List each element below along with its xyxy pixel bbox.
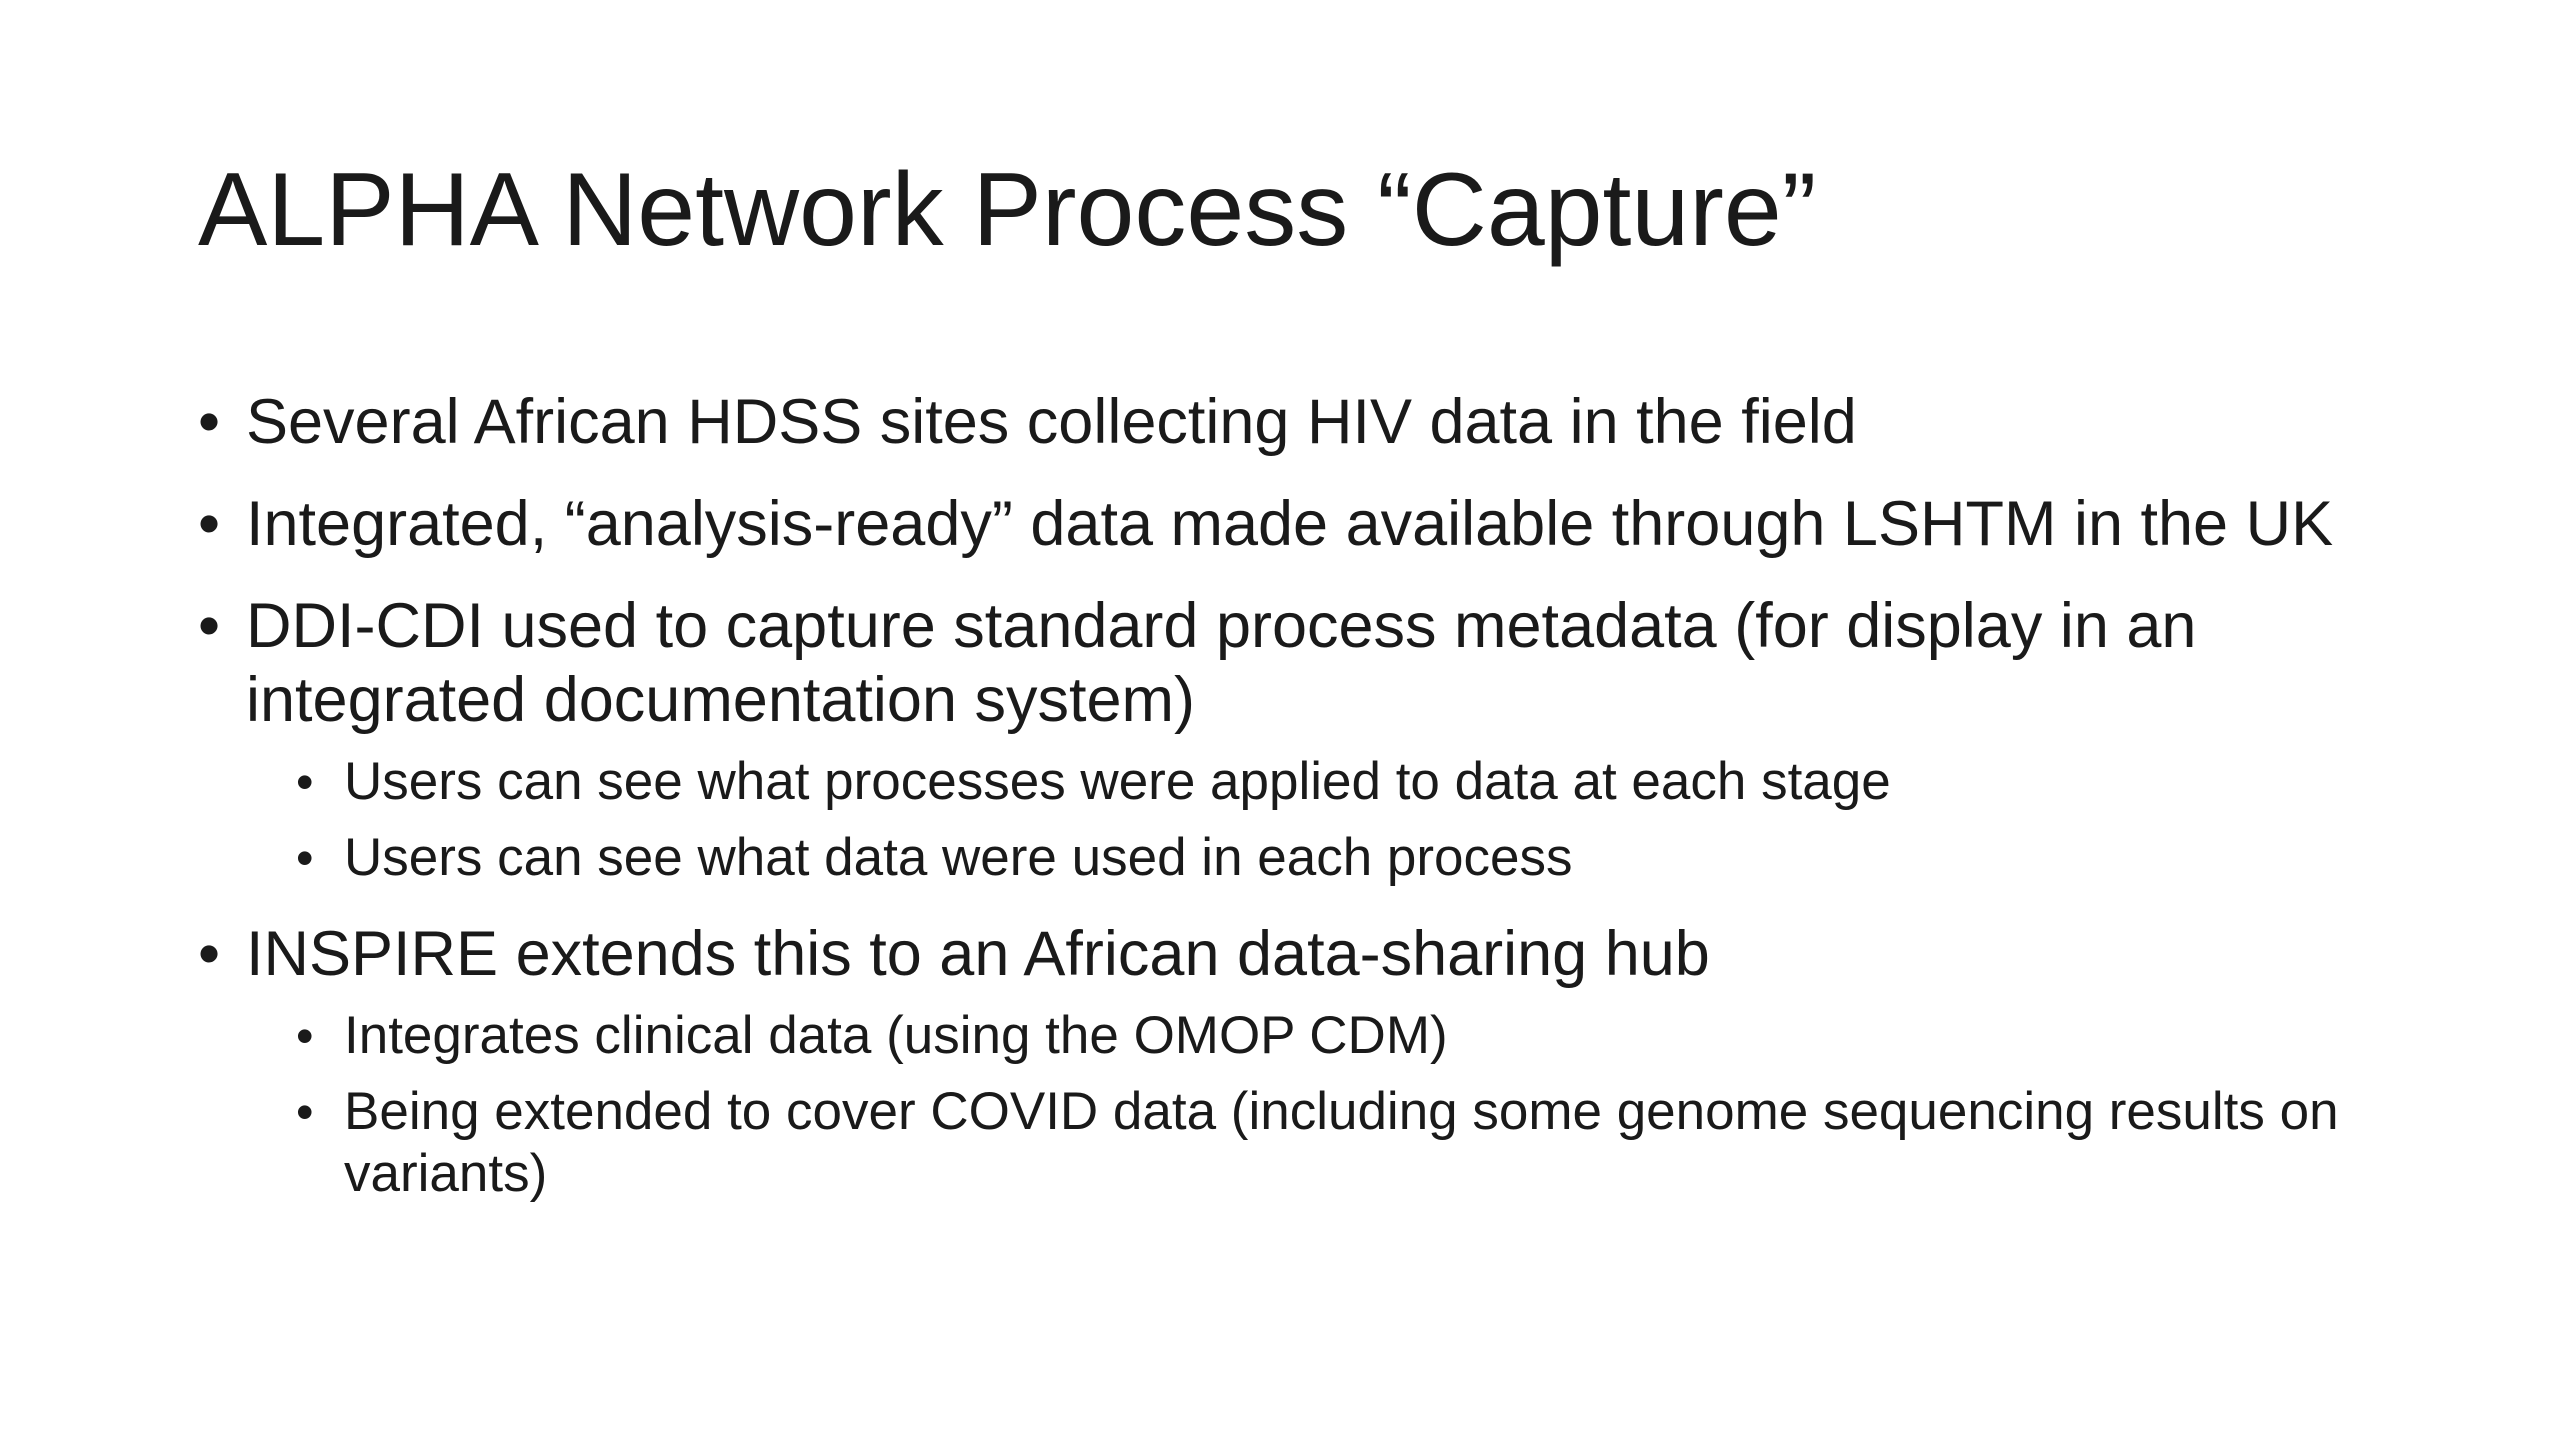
bullet-marker: • (198, 591, 221, 661)
bullet-text: DDI-CDI used to capture standard process metadata (for display in an integrated documentation system) (246, 591, 2197, 735)
bullet-marker: • (198, 919, 221, 989)
bullet-marker: • (198, 387, 221, 457)
sub-bullet-text: Users can see what data were used in each process (344, 828, 1573, 887)
bullet-marker: • (296, 754, 314, 810)
sub-bullet-text: Users can see what processes were applied to data at each stage (344, 752, 1891, 811)
sub-bullet-item (198, 751, 2378, 813)
bullet-item (198, 589, 2378, 737)
bullet-marker: • (198, 489, 221, 559)
sub-bullet-item (198, 1005, 2378, 1067)
sub-bullet-item (198, 1081, 2378, 1205)
bullet-item (198, 917, 2378, 991)
bullet-marker: • (296, 1084, 314, 1140)
sub-bullet-list (198, 1005, 2378, 1205)
bullet-list (198, 385, 2378, 1233)
sub-bullet-list (198, 751, 2378, 889)
bullet-text: INSPIRE extends this to an African data-sharing hub (246, 919, 1710, 989)
bullet-text: Several African HDSS sites collecting HIV data in the field (246, 387, 1857, 457)
bullet-marker: • (296, 830, 314, 886)
bullet-item (198, 487, 2378, 561)
bullet-item (198, 385, 2378, 459)
sub-bullet-text: Integrates clinical data (using the OMOP CDM) (344, 1006, 1448, 1065)
slide-title: ALPHA Network Process “Capture” (198, 152, 1817, 268)
sub-bullet-item (198, 827, 2378, 889)
bullet-marker: • (296, 1008, 314, 1064)
bullet-text: Integrated, “analysis-ready” data made available through LSHTM in the UK (246, 489, 2334, 559)
sub-bullet-text: Being extended to cover COVID data (including some genome sequencing results on variants) (344, 1082, 2339, 1203)
